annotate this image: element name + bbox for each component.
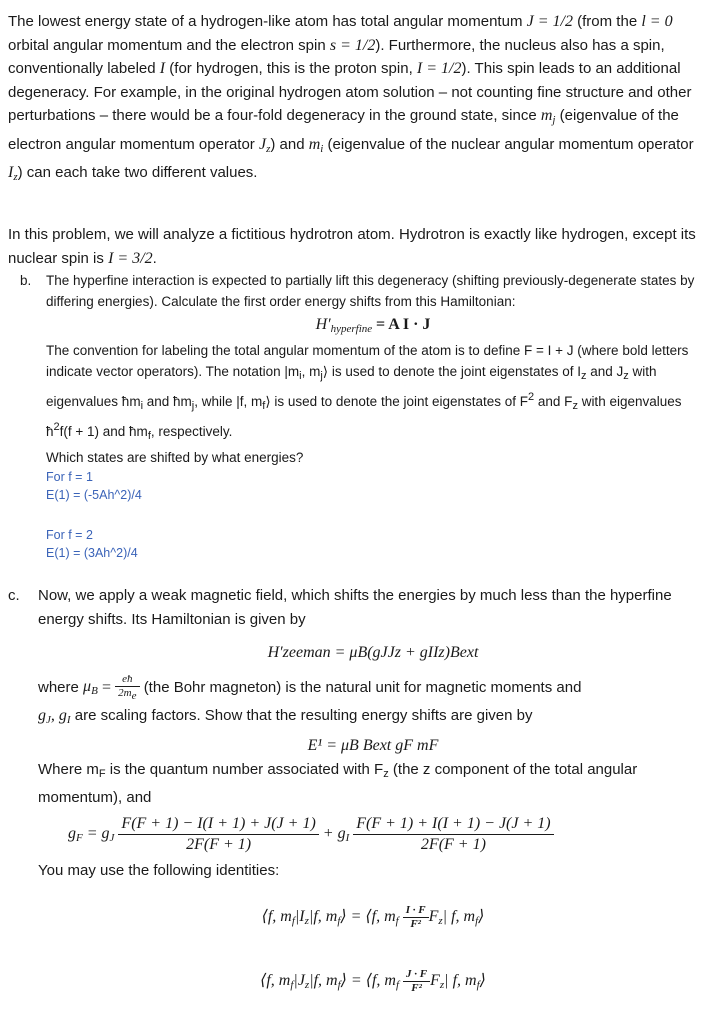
answer-f1-label: For f = 1 — [46, 470, 93, 484]
intro-text-8: ) and — [270, 135, 305, 153]
answer-f2-energy: E(1) = (3Ah^2)/4 — [46, 546, 138, 560]
scaling-factors-line: $g_J$, $g_I$ are scaling factors. Show that the resulting energy shifts are given by — [38, 706, 533, 726]
identity-1: ⟨f, $m_f|I_z|f$, $m_f⟩$ = ⟨f, $m_f$ $\frac{I \cdot F}{\text{F²}}$ $F_z|$ f, $m_f⟩$ — [261, 904, 485, 931]
identity-2: ⟨f, $m_f|J_z|f$, $m_f⟩$ = ⟨f, $m_f$ $\frac{J \cdot F}{\text{F²}}$ $F_z|$ f, $m_f⟩$ — [260, 968, 486, 995]
intro-text-4: ). Furthermore, the nucleus also has a spin, conventionally labeled — [8, 36, 665, 77]
part-c-intro: Now, we apply a weak magnetic field, which shifts the energies by much less than the hyperfine energy shifts. Its Hamiltonian is given by — [38, 587, 672, 628]
s-equation: s = 1/2 — [329, 36, 376, 54]
part-c — [8, 584, 708, 998]
intro-text-5: (for hydrogen, this is the proton spin, — [169, 60, 413, 77]
intro-text-7: (eigenvalue of the electron angular momentum operator — [8, 107, 679, 153]
mj-symbol: $m_j$ — [540, 107, 556, 126]
answer-f1-energy: E(1) = (-5Ah^2)/4 — [46, 488, 142, 502]
intro-text-10: ) can each take two different values. — [17, 164, 258, 181]
intro-text-9: (eigenvalue of the nuclear angular momentum operator — [327, 135, 694, 153]
i-equation: I = 1/2 — [416, 60, 462, 77]
problem-paragraph — [8, 223, 708, 270]
answer-f1 — [46, 468, 700, 504]
intro-text-6: ). This spin leads to an additional degeneracy. For example, in the original hydrogen atom solution – not counting fine structure and other perturbations – there would be a four-fold degeneracy in the ground state, since — [8, 60, 692, 124]
intro-paragraph — [8, 10, 708, 190]
gf-fraction-1: $\frac{F(F + 1) - I(I + 1) + J(J + 1)}{2F(F + 1)}$ — [118, 814, 318, 855]
part-b-convention: The convention for labeling the total angular momentum of the atom is to define F = I + J (where bold letters indicate vector operators). The notation $|m_i$, $m_j⟩$ is used to denote the joint eigenstates of $I_z$ and $J_z$ with eigenvalues $ħm_i$ and $ħm_j$, while |f, $m_f⟩$ is used to denote the joint eigenstates of $F^2$ and $F_z$ with eigenvalues $ħ^2f(f + 1)$ and $ħm_f$, respectively. — [46, 343, 689, 442]
nuclear-spin-equation: I = 3/2 — [108, 249, 153, 267]
intro-text-2: (from the — [577, 13, 638, 30]
hyperfine-equation: $H'_{hyperfine} = A$ I · J — [315, 316, 431, 335]
gf-fraction-2: $\frac{F(F + 1) + I(I + 1) - J(J + 1)}{2F(F + 1)}$ — [353, 814, 553, 855]
answer-f2 — [46, 526, 700, 562]
problem-text-2: . — [152, 249, 157, 267]
j-equation: J = 1/2 — [526, 13, 573, 30]
identities-intro: You may use the following identities: — [38, 861, 280, 879]
identity-1-fraction: $\frac{I \cdot F}{\text{F²}}$ — [403, 904, 429, 931]
mi-symbol: $m_i$ — [308, 135, 324, 155]
i-symbol: I — [159, 60, 166, 77]
intro-text-1: The lowest energy state of a hydrogen-like atom has total angular momentum — [8, 13, 523, 30]
bohr-fraction: $\frac{eħ}{2me}$ — [115, 673, 139, 703]
identity-2-fraction: $\frac{J \cdot F}{\text{F²}}$ — [403, 968, 430, 995]
iz-symbol: $I_z$ — [8, 164, 18, 183]
mf-definition: Where $m_F$ is the quantum number associated with $F_z$ (the z component of the total angular momentum), and — [38, 760, 638, 807]
l-equation: l = 0 — [641, 13, 673, 30]
intro-text-3: orbital angular momentum and the electron spin — [8, 36, 326, 54]
gf-equation: $g_F = g_J$ $\frac{F(F + 1) - I(I + 1) + J(J + 1)}{2F(F + 1)}$ + $g_I$ $\frac{F(F + 1) + I(I + 1) - J(J + 1)}{2F(F + 1)}$ — [68, 814, 708, 855]
energy-shift-equation: E¹ = μB Bext gF mF — [307, 737, 439, 755]
jz-symbol: $J_z$ — [258, 135, 271, 155]
problem-text-1: In this problem, we will analyze a fictitious hydrotron atom. Hydrotron is exactly like hydrogen, except its nuclear spin is — [8, 226, 696, 267]
part-b-intro: The hyperfine interaction is expected to partially lift this degeneracy (shifting previously-degenerate states by differing energies). Calculate the first order energy shifts from this Hamiltonian: — [46, 273, 695, 309]
part-b — [20, 270, 700, 562]
bohr-magneton-line: where $\mu_B$ = $\frac{eħ}{2me}$ (the Bohr magneton) is the natural unit for magnetic moments and — [38, 672, 582, 702]
part-b-question: Which states are shifted by what energies? — [46, 450, 304, 465]
zeeman-equation: H′zeeman = μB(gJJz + gIIz)Bext — [267, 644, 479, 661]
part-c-label: c. — [8, 587, 20, 604]
answer-f2-label: For f = 2 — [46, 528, 93, 542]
part-b-label: b. — [20, 273, 32, 288]
